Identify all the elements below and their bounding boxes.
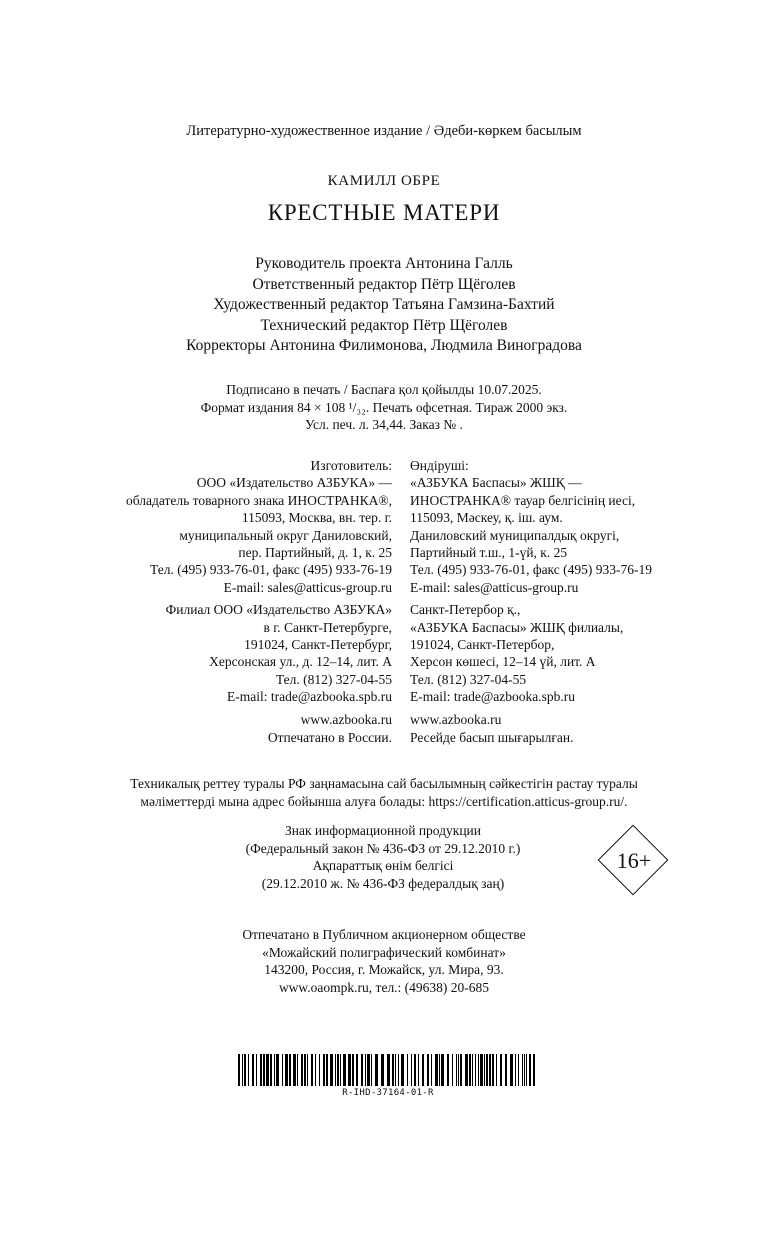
manufacturer-line: «АЗБУКА Баспасы» ЖШҚ —	[410, 475, 582, 491]
publishing-line: Подписано в печать / Баспаға қол қойылды 10.07.2025.	[226, 382, 542, 397]
staff-line: Художественный редактор Татьяна Гамзина-Бахтий	[213, 296, 555, 313]
branch-line: Херсон көшесі, 12–14 үй, лит. А	[410, 654, 596, 670]
manufacturer-line: Партийный т.ш., 1-үй, к. 25	[410, 544, 568, 560]
sign-line: Ақпараттық өнім белгісі	[312, 858, 454, 873]
website-line: www.azbooka.ru	[300, 712, 392, 728]
branch-line: Тел. (812) 327-04-55	[275, 671, 392, 687]
printer-line: «Можайский полиграфический комбинат»	[262, 944, 506, 960]
sign-line: (Федеральный закон № 436-ФЗ от 29.12.2010 г.)	[245, 840, 521, 856]
manufacturer-line: ООО «Издательство АЗБУКА» —	[196, 475, 392, 491]
barcode-icon	[238, 1054, 538, 1086]
website-line: www.azbooka.ru	[410, 712, 502, 728]
staff-line: Технический редактор Пётр Щёголев	[260, 316, 508, 334]
staff-line: Руководитель проекта Антонина Галль	[255, 255, 513, 272]
publishing-line: Усл. печ. л. 34,44. Заказ № .	[305, 417, 463, 432]
branch-line: Херсонская ул., д. 12–14, лит. А	[209, 654, 392, 670]
staff-line: Корректоры Антонина Филимонова, Людмила Виноградова	[186, 337, 582, 354]
branch-line: «АЗБУКА Баспасы» ЖШҚ филиалы,	[410, 619, 624, 635]
manufacturer-line: обладатель товарного знака ИНОСТРАНКА®,	[126, 492, 392, 508]
printed-in-line: Ресейде басып шығарылған.	[410, 729, 574, 745]
manufacturer-line: E-mail: sales@atticus-group.ru	[223, 579, 392, 595]
imprint-kazakh-column	[410, 457, 652, 746]
manufacturer-line: Тел. (495) 933-76-01, факс (495) 933-76-19	[410, 562, 653, 578]
manufacturer-line: 115093, Мәскеу, қ. іш. аум.	[410, 510, 563, 526]
printer-info	[0, 926, 768, 996]
branch-line: Санкт-Петербор қ.,	[410, 602, 521, 618]
branch-line: 191024, Санкт-Петербор,	[410, 636, 555, 652]
branch-line: E-mail: trade@azbooka.spb.ru	[227, 689, 392, 705]
age-rating-label: 16+	[616, 848, 652, 873]
age-rating-badge	[598, 825, 670, 897]
printed-in-line: Отпечатано в России.	[267, 729, 392, 745]
printer-line: Отпечатано в Публичном акционерном обществе	[242, 927, 526, 942]
branch-line: E-mail: trade@azbooka.spb.ru	[410, 689, 575, 705]
publishing-details	[0, 381, 768, 434]
branch-line: в г. Санкт-Петербурге,	[263, 619, 392, 635]
sign-line: (29.12.2010 ж. № 436-ФЗ федералдық заң)	[261, 875, 505, 891]
printer-line: www.oaompk.ru, тел.: (49638) 20-685	[278, 979, 490, 995]
branch-line: Филиал ООО «Издательство АЗБУКА»	[165, 602, 392, 618]
manufacturer-line: Тел. (495) 933-76-01, факс (495) 933-76-19	[149, 562, 392, 578]
branch-line: 191024, Санкт-Петербург,	[244, 636, 392, 652]
sign-line: Знак информационной продукции	[284, 823, 482, 838]
certification-line: Техникалық реттеу туралы РФ заңнамасына сай басылымның сәйкестігін растау туралы	[130, 776, 638, 791]
information-product-sign	[188, 822, 578, 892]
manufacturer-line: Изготовитель:	[310, 458, 392, 473]
book-title: КРЕСТНЫЕ МАТЕРИ	[267, 200, 501, 225]
certification-note	[0, 775, 768, 810]
manufacturer-line: ИНОСТРАНКА® тауар белгісінің иесі,	[410, 492, 636, 508]
manufacturer-line: 115093, Москва, вн. тер. г.	[241, 510, 392, 526]
staff-line: Ответственный редактор Пётр Щёголев	[252, 275, 516, 293]
certification-line: мәліметтерді мына адрес бойынша алуға болады: https://certification.atticus-group.ru/.	[140, 793, 628, 809]
editorial-staff	[0, 254, 768, 357]
imprint-russian-column	[126, 457, 392, 746]
manufacturer-line: муниципальный округ Даниловский,	[179, 527, 392, 543]
manufacturer-line: E-mail: sales@atticus-group.ru	[410, 579, 579, 595]
edition-type: Литературно-художественное издание / Әдеби-көркем басылым	[186, 123, 582, 139]
barcode-label: R-IHD-37164-01-R	[342, 1088, 434, 1098]
manufacturer-line: Өндіруші:	[410, 458, 469, 473]
branch-line: Тел. (812) 327-04-55	[410, 671, 527, 687]
manufacturer-line: Даниловский муниципалдық округі,	[410, 527, 620, 543]
publishing-line: Формат издания 84 × 108 ¹/₃₂. Печать офсетная. Тираж 2000 экз.	[200, 399, 568, 415]
printer-line: 143200, Россия, г. Можайск, ул. Мира, 93.	[264, 962, 504, 977]
author-name: КАМИЛЛ ОБРЕ	[327, 173, 441, 189]
manufacturer-line: пер. Партийный, д. 1, к. 25	[238, 544, 392, 560]
